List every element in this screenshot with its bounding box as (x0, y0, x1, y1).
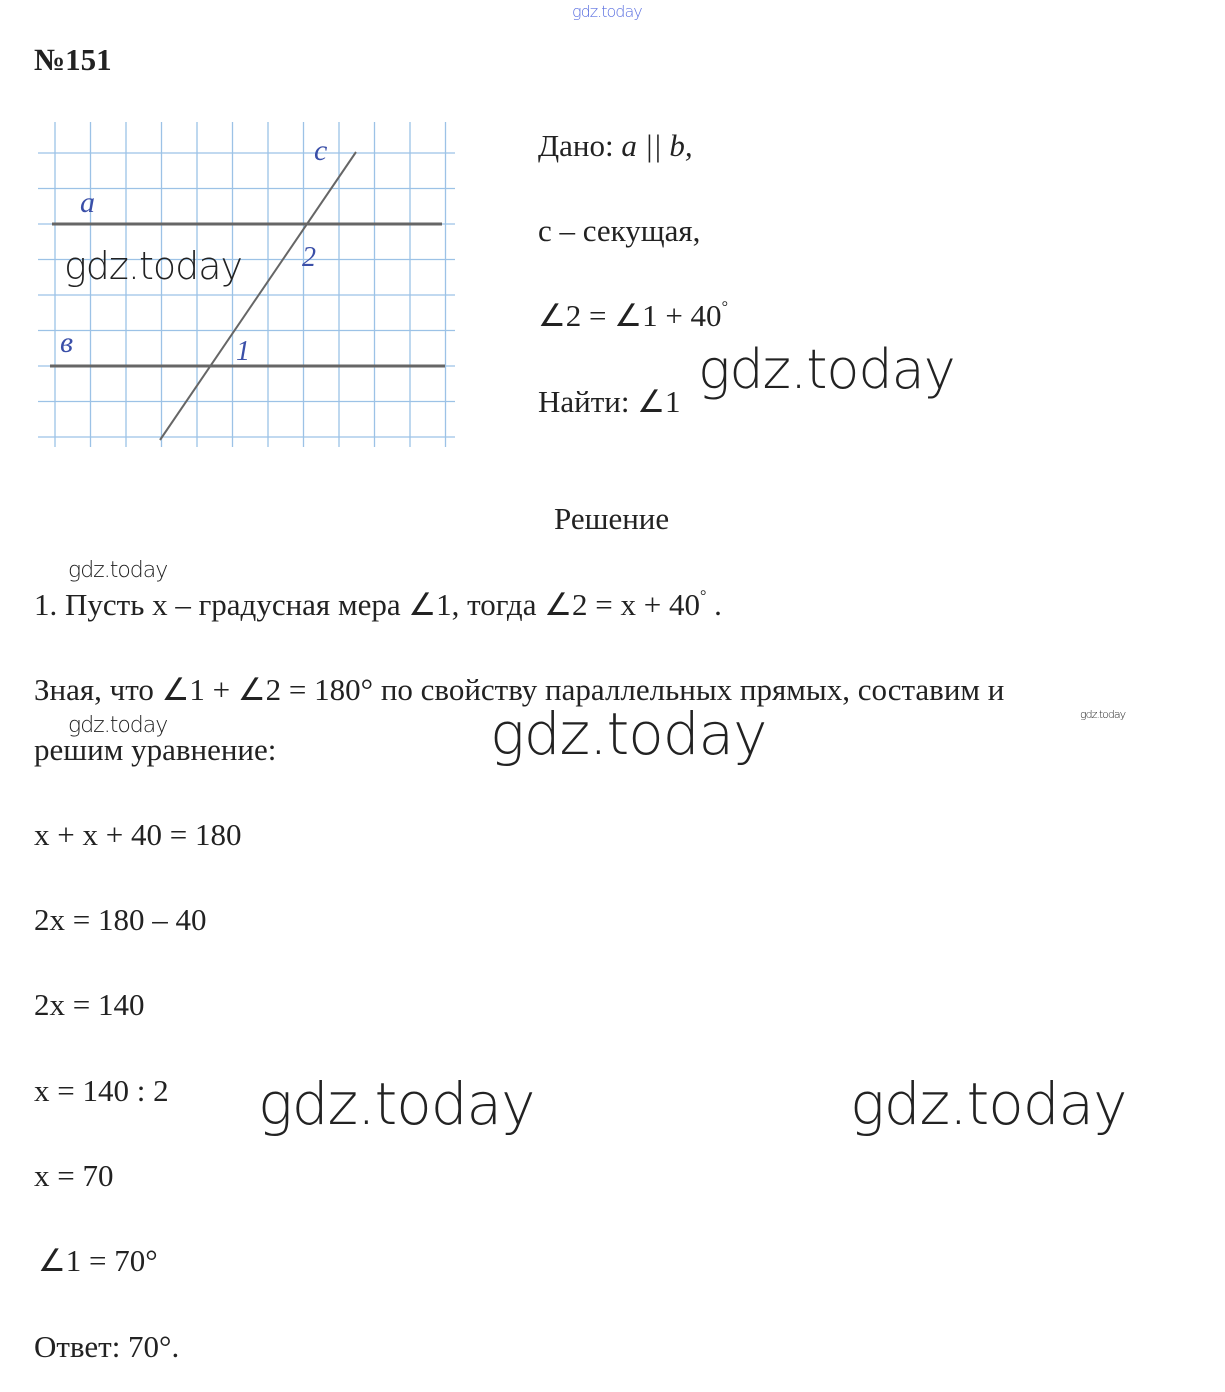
problem-number: №151 (34, 42, 112, 77)
label-c: c (314, 134, 328, 167)
parallel-lines-diagram (0, 0, 470, 460)
solution-heading: Решение (554, 501, 670, 536)
label-angle2: 2 (302, 242, 316, 273)
watermark: gdz.today (490, 700, 767, 768)
given-line-3 (538, 300, 728, 331)
equation-1: x + x + 40 = 180 (34, 817, 242, 852)
watermark: gdz.today (698, 338, 955, 401)
given-line-2: c – секущая, (538, 213, 701, 248)
equation-6: ∠1 = 70° (38, 1243, 158, 1278)
answer: Ответ: 70°. (34, 1329, 180, 1364)
label-angle1: 1 (236, 336, 250, 367)
label-a: a (80, 186, 95, 219)
label-b: в (60, 326, 74, 359)
find-line: Найти: ∠1 (538, 384, 681, 419)
equation-3: 2x = 140 (34, 987, 145, 1022)
property-line-2: решим уравнение: (34, 732, 277, 767)
given-parallel: a || b, (621, 128, 693, 163)
watermark: gdz.today (258, 1070, 535, 1138)
watermark: gdz.today (68, 713, 168, 738)
degree: ° (721, 299, 728, 316)
step-1: 1. Пусть x – градусная мера ∠1, тогда ∠2 = x + 40° . (34, 587, 722, 622)
watermark: gdz.today (850, 1070, 1127, 1138)
watermark: gdz.today (64, 244, 242, 288)
line-c (160, 152, 356, 440)
given-relation: ∠2 = ∠1 + 40 (538, 298, 722, 333)
watermark: gdz.today (68, 558, 168, 583)
degree: ° (699, 588, 707, 605)
given-label: Дано: (538, 128, 622, 163)
watermark: gdz.today (1080, 708, 1126, 721)
equation-5: x = 70 (34, 1158, 114, 1193)
given-line-1 (538, 130, 693, 161)
equation-2: 2x = 180 – 40 (34, 902, 207, 937)
step-1-text: 1. Пусть x – градусная мера ∠1, тогда ∠2 = x + 40 (34, 587, 700, 622)
watermark: gdz.today (572, 2, 642, 21)
property-line: Зная, что ∠1 + ∠2 = 180° по свойству параллельных прямых, составим и (34, 672, 1005, 707)
equation-4: x = 140 : 2 (34, 1073, 169, 1108)
